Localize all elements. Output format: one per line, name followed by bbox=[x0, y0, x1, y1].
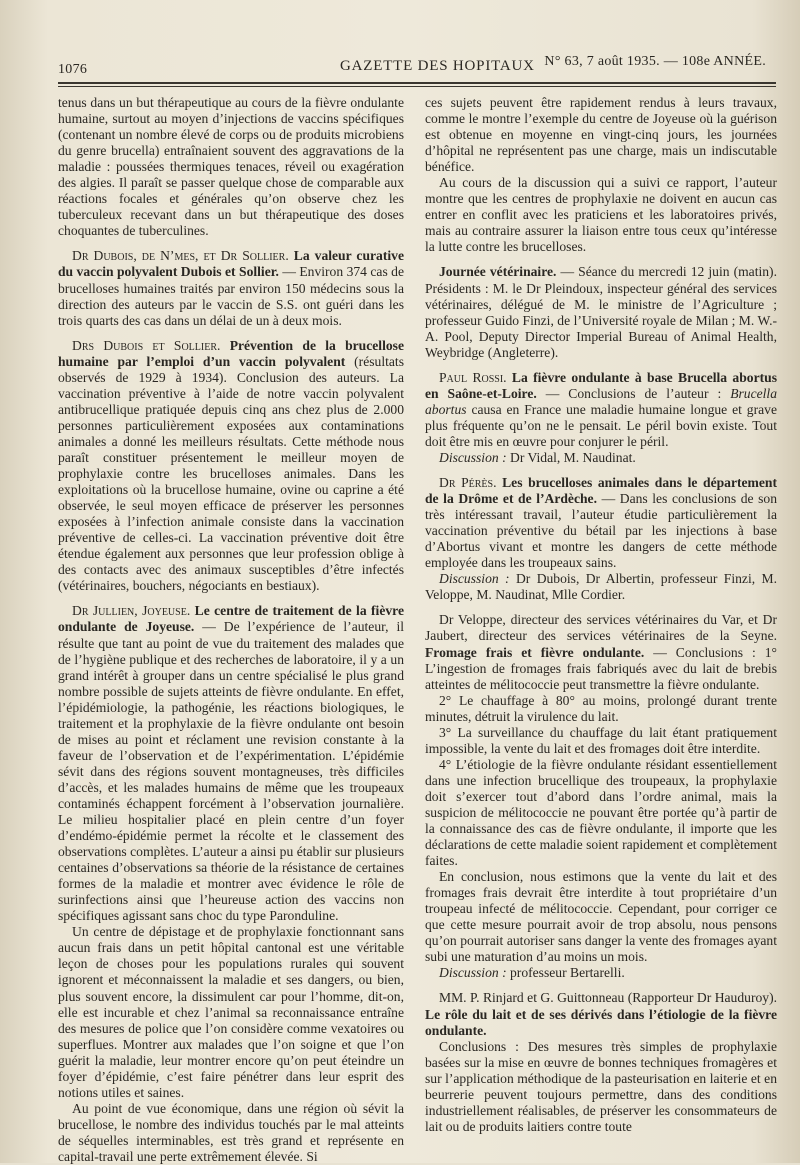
abstract-rinjard bbox=[425, 990, 777, 1038]
entry-text: — Environ 374 cas de brucelloses humaines traités par environ 150 médecins sous la direction des auteurs par le vaccin de S.S. ont guéri dans les trois quarts des cas dans un délai de un à deux mois. bbox=[58, 264, 404, 328]
abstract-dubois-sollier-2 bbox=[58, 338, 404, 595]
paragraph: En conclusion, nous estimons que la vente du lait et des fromages frais devrait être interdite à tout propriétaire d’un troupeau infecté de mélitococcie. Cependant, pour corriger ce que cette mesure pourrait avoir de trop absolu, nous pensons qu’on pourrait autoriser sans danger la vente des fromages ayant subi une maturation d’au moins un mois. bbox=[425, 869, 777, 965]
journal-title: GAZETTE DES HOPITAUX bbox=[340, 58, 535, 74]
entry-text: — De l’expérience de l’auteur, il résulte que tant au point de vue du traitement des malades que de l’hygiène publique et des recherches de laboratoire, il y a un grand intérêt à grouper dans un centre spécialisé le plus grand nombre possible de sujets atteints de fièvre ondulante. En effet, l’épidémiologie, la pathogénie, les réactions biologiques, le traitement et la prophylaxie de la fièvre ondulante ont besoin de mises au point et réclament une revision constante à la faveur de l’observation et de l’expérimentation. L’épidémie sévit dans des régions souvent montagneuses, très difficiles d’accès, et les malades humains de même que les troupeaux contaminés échappent forcément à l’observation journalière. Le milieu hospitalier placé en plein centre d’un foyer d’endémo-épidémie permet la récolte et le classement des observations complètes. L’auteur a ainsi pu établir sur plusieurs centaines d’observations sa théorie de la résistance de certaines formes de la maladie et montrer avec évidence le rôle de surinfections ainsi que l’heureuse action des vaccins non spécifiques agissant sans choc du type Paronduline. bbox=[58, 619, 405, 924]
session-text: — Séance du mercredi 12 juin (matin). Présidents : M. le Dr Pleindoux, inspecteur général des services vétérinaires, délégué de M. le ministre de l’Agriculture ; professeur Guido Finzi, de l’Université royale de Milan ; M. W.-A. Pool, Deputy Director Imperial Bureau of Animal Health, Weybridge (Angleterre). bbox=[425, 264, 777, 360]
discussion-line bbox=[425, 450, 777, 466]
conclusion-item: 2° Le chauffage à 80° au moins, prolongé durant trente minutes, détruit la virulence du lait. bbox=[425, 692, 777, 724]
discussion-line bbox=[425, 965, 777, 981]
conclusion-item: 4° L’étiologie de la fièvre ondulante résidant essentiellement dans une infection brucellique des troupeaux, la prophylaxie doit s’exercer tout d’abord dans l’ordre animal, mais la suspicion de mélitococcie ne pouvant être portée qu’à partir de la connaissance des cas de fièvre ondulante, il importe que les déclarations de cette maladie soient rapidement et complètement faites. bbox=[425, 756, 777, 869]
entry-title: Le centre de traitement de la fièvre ondulante de Joyeuse. bbox=[58, 603, 404, 635]
paragraph: Au point de vue économique, dans une région où sévit la brucellose, le nombre des individus touchés par le mal atteints de séquelles interminables, est très grand et représente en capital-travail une perte extrêmement élevée. Si bbox=[58, 1100, 404, 1164]
discussion-label: Discussion : bbox=[439, 449, 507, 465]
abstract-rossi bbox=[425, 370, 777, 450]
entry-text: (résultats observés de 1929 à 1934). Conclusion des auteurs. La vaccination préventive à l’aide de notre vaccin polyvalent antibrucellique pratiquée depuis cinq ans chez plus de 2.000 personnes particulièrement exposées aux contaminations animales a donné les meilleurs résultats. Cette méthode nous paraît constituer présentement le meilleur moyen de prophylaxie contre les brucelloses animales. Dans les exploitations où la brucellose humaine, ovine ou caprine a été observée, le seul moyen efficace de préserver les personnes exposées à l’infection animale consiste dans la vaccination préventive de celles-ci. La vaccination préventive doit être étendue également aux personnes que leur profession oblige à des contacts avec des animaux susceptibles d’être infectés (vétérinaires, bouchers, négociants en bestiaux). bbox=[58, 353, 404, 594]
entry-title: Fromage frais et fièvre ondulante. bbox=[425, 644, 645, 660]
entry-authors: Drs Dubois et Sollier. bbox=[72, 337, 221, 353]
species-name: Brucella abortus bbox=[425, 385, 777, 417]
entry-authors: Paul Rossi. bbox=[439, 369, 507, 385]
discussion-names: professeur Bertarelli. bbox=[510, 965, 625, 981]
entry-title: La valeur curative du vaccin polyvalent Dubois et Sollier. bbox=[58, 248, 404, 280]
page-number: 1076 bbox=[58, 62, 88, 77]
running-header bbox=[58, 54, 778, 80]
abstract-peres bbox=[425, 475, 777, 571]
entry-authors: Dr Veloppe, directeur des services vétérinaires du Var, et Dr Jaubert, directeur des services vétérinaires de la Seyne. bbox=[425, 612, 777, 644]
issue-info: N° 63, 7 août 1935. — 108e ANNÉE. bbox=[544, 54, 766, 69]
entry-text: — Dans les conclusions de son très intéressant travail, l’auteur étudie particulièrement la vaccination préventive du bétail par les injections à base d’Abortus vivant et montre les dangers de cette méthode employée dans les troupeaux sains. bbox=[425, 491, 777, 571]
entry-title: Les brucelloses animales dans le département de la Drôme et de l’Ardèche. bbox=[425, 475, 777, 507]
continued-paragraph: ces sujets peuvent être rapidement rendus à leurs travaux, comme le montre l’exemple du centre de Joyeuse où la guérison est obtenue en moyenne en vingt-cinq jours, les journées d’hôpital ne représentent pas une charge, mais un indiscutable bénéfice. bbox=[425, 95, 777, 175]
right-column bbox=[425, 95, 777, 1135]
entry-text: — Conclusions : 1° L’ingestion de fromages frais fabriqués avec du lait de brebis atteintes de mélitococcie peut transmettre la fièvre ondulante. bbox=[425, 644, 777, 692]
discussion-names: Dr Dubois, Dr Albertin, professeur Finzi, M. Veloppe, M. Naudinat, Mlle Cordier. bbox=[425, 571, 777, 603]
paragraph: Conclusions : Des mesures très simples de prophylaxie basées sur la mise en œuvre de bonnes techniques fromagères et sur l’application méthodique de la pasteurisation en laiterie et en beurrerie peuvent toujours permettre, dans des conditions industriellement réalisables, de préserver les consommateurs de lait ou de produits laitiers contre toute bbox=[425, 1038, 777, 1134]
left-column bbox=[58, 95, 404, 1165]
entry-title: La fièvre ondulante à base Brucella abortus en Saône-et-Loire. bbox=[425, 369, 777, 401]
abstract-dubois-sollier-1 bbox=[58, 248, 404, 328]
entry-authors: MM. P. Rinjard et G. Guittonneau (Rapporteur Dr Hauduroy). bbox=[439, 990, 777, 1006]
session-veterinary bbox=[425, 264, 777, 360]
entry-authors: Dr Dubois, de N’mes, et Dr Sollier. bbox=[72, 248, 289, 264]
header-rule-thick bbox=[58, 82, 776, 84]
continued-paragraph: tenus dans un but thérapeutique au cours de la fièvre ondulante humaine, surtout au moyen d’injections de vaccins spécifiques (contenant un nombre élevé de corps ou de produits microbiens du genre brucella) entraînaient souvent des aggravations de la maladie : poussées thermiques tenaces, réveil ou exagération des algies. Il paraît se passer quelque chose de comparable aux réactions focales et générales qu’on observe chez les tuberculeux recevant dans un but thérapeutique des doses choquantes de tuberculines. bbox=[58, 95, 404, 239]
header-rule-thin bbox=[58, 86, 776, 87]
abstract-veloppe bbox=[425, 612, 777, 692]
discussion-names: Dr Vidal, M. Naudinat. bbox=[510, 449, 636, 465]
discussion-line bbox=[425, 571, 777, 603]
entry-title: Prévention de la brucellose humaine par l’emploi d’un vaccin polyvalent bbox=[58, 337, 404, 369]
entry-authors: Dr Jullien, Joyeuse. bbox=[72, 603, 191, 619]
conclusion-item: 3° La surveillance du chauffage du lait étant pratiquement impossible, la vente du lait et des fromages doit être interdite. bbox=[425, 724, 777, 756]
paragraph: Un centre de dépistage et de prophylaxie fonctionnant sans aucun frais dans un petit hôpital cantonal est une véritable leçon de choses pour les populations rurales qui souvent ignorent et méconnaissent la maladie et ses dangers, ou bien, plus souvent encore, la dissimulent car pour l’homme, dit-on, elle est incurable et chez l’animal sa reconnaissance entraîne des mesures de police que l’on considère comme vexatoires ou superflues. Montrer aux malades que l’on soigne et que l’on guérit la maladie, leur montrer encore qu’on peut éteindre un foyer d’épidémie, c’est faire pénétrer dans leur esprit des notions utiles et saines. bbox=[58, 924, 404, 1100]
entry-title: Le rôle du lait et de ses dérivés dans l’étiologie de la fièvre ondulante. bbox=[425, 1006, 777, 1038]
session-title: Journée vétérinaire. bbox=[439, 264, 557, 280]
abstract-jullien bbox=[58, 603, 404, 924]
paragraph: Au cours de la discussion qui a suivi ce rapport, l’auteur montre que les centres de prophylaxie ne doivent en aucun cas entrer en conflit avec les praticiens et les laboratoires privés, mais au contraire assurer la liaison entre tous ceux qu’intéresse la lutte contre les brucelloses. bbox=[425, 175, 777, 255]
entry-text: — Conclusions de l’auteur : bbox=[545, 385, 722, 401]
entry-authors: Dr Pérès. bbox=[439, 475, 497, 491]
discussion-label: Discussion : bbox=[439, 571, 510, 587]
entry-text: causa en France une maladie humaine longue et grave plus fréquente qu’on ne le pensait. Le péril bovin existe. Tout doit être mis en œuvre pour conjurer le péril. bbox=[425, 401, 777, 449]
discussion-label: Discussion : bbox=[439, 965, 507, 981]
